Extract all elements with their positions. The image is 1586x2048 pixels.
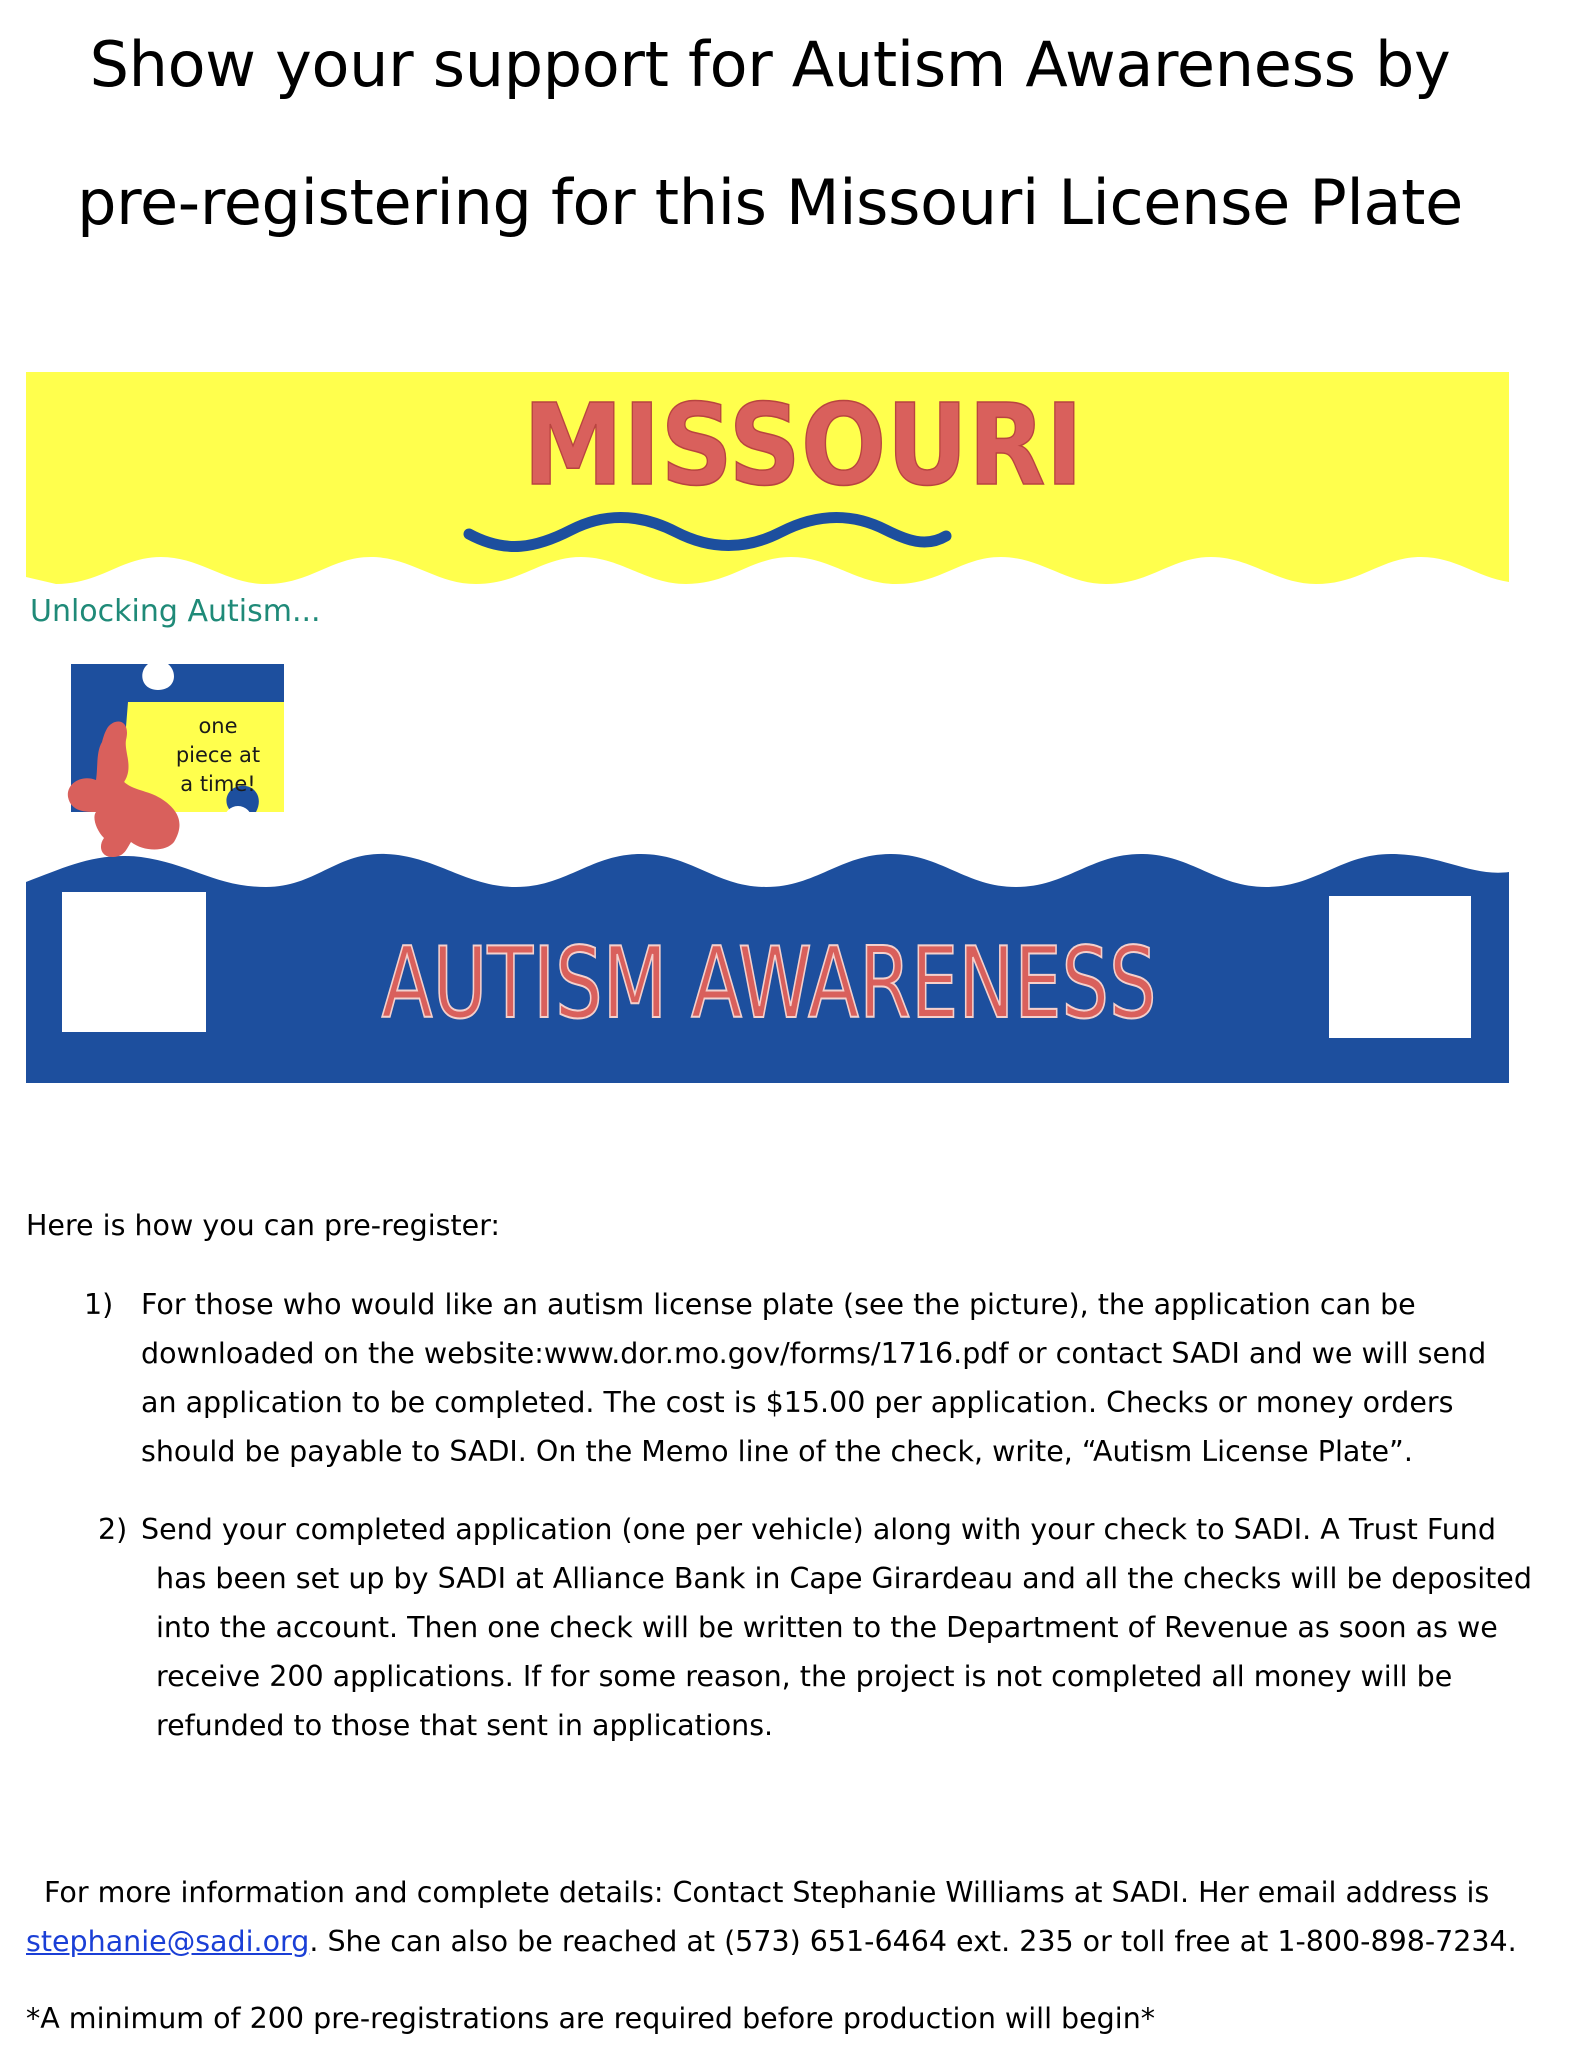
puzzle-graphic <box>68 664 284 857</box>
headline-line-1: Show your support for Autism Awareness by <box>89 28 1451 101</box>
step-1-line-4: should be payable to SADI. On the Memo line of the check, write, “Autism License Plate”. <box>141 1435 1413 1468</box>
puzzle-text-2: piece at <box>175 743 261 767</box>
step-1-number: 1) <box>84 1288 114 1321</box>
step-1-text <box>141 1280 1541 1476</box>
contact-paragraph <box>26 1868 1566 1966</box>
license-plate-image <box>26 372 1509 1083</box>
plate-state-text: MISSOURI <box>523 381 1083 511</box>
step-2-line-3: into the account. Then one check will be written to the Department of Revenue as soon as we <box>156 1611 1498 1644</box>
step-2-line-1: Send your completed application (one per vehicle) along with your check to SADI. A Trust Fund <box>141 1513 1496 1546</box>
puzzle-text-1: one <box>198 714 238 738</box>
step-2-text <box>141 1505 1561 1750</box>
contact-email-link[interactable]: stephanie@sadi.org <box>26 1925 310 1958</box>
plate-bottom-text: AUTISM AWARENESS <box>381 927 1157 1041</box>
intro-text: Here is how you can pre-register: <box>26 1209 501 1242</box>
step-2-line-5: refunded to those that sent in applications. <box>156 1709 774 1742</box>
minimum-note: *A minimum of 200 pre-registrations are required before production will begin* <box>26 2002 1156 2035</box>
step-1-line-3: an application to be completed. The cost is $15.00 per application. Checks or money orders <box>141 1386 1454 1419</box>
plate-sticker-box-left <box>62 892 206 1032</box>
plate-tagline: Unlocking Autism... <box>30 594 321 629</box>
contact-line-1: For more information and complete details: Contact Stephanie Williams at SADI. Her email address is <box>44 1876 1490 1909</box>
puzzle-text-3: a time! <box>180 772 256 796</box>
step-1-line-2: downloaded on the website:www.dor.mo.gov/forms/1716.pdf or contact SADI and we will send <box>141 1337 1487 1370</box>
step-2-line-4: receive 200 applications. If for some reason, the project is not completed all money will be <box>156 1660 1453 1693</box>
plate-sticker-box-right <box>1329 896 1471 1038</box>
contact-line-2: . She can also be reached at (573) 651-6464 ext. 235 or toll free at 1-800-898-7234. <box>309 1925 1517 1958</box>
step-2-line-2: has been set up by SADI at Alliance Bank in Cape Girardeau and all the checks will be deposited <box>156 1562 1532 1595</box>
headline-line-2: pre-registering for this Missouri License Plate <box>77 166 1463 239</box>
step-1-line-1: For those who would like an autism license plate (see the picture), the application can be <box>141 1288 1416 1321</box>
step-2-number: 2) <box>98 1513 128 1546</box>
